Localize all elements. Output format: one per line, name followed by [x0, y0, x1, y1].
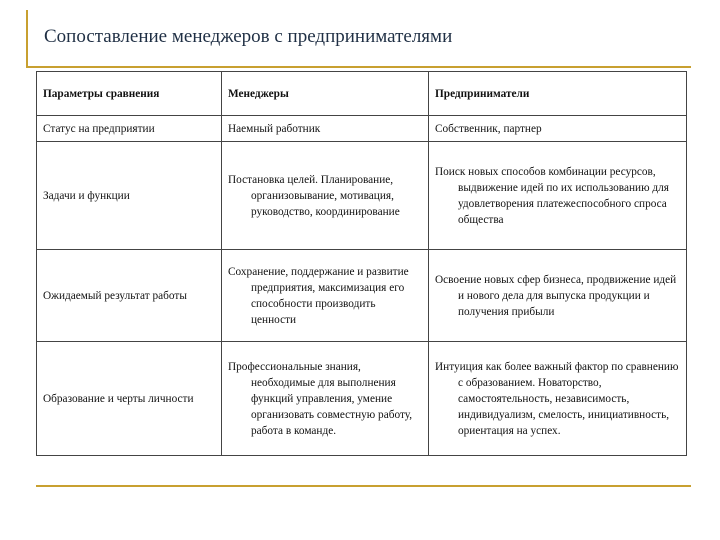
row-parameter-text: Задачи и функции [43, 189, 130, 202]
comparison-table [36, 71, 687, 456]
row-entrepreneurs-text: Освоение новых сфер бизнеса, продвижение идей и нового дела для выпуска продукции и получения прибыли [435, 273, 677, 318]
row-managers-text: Постановка целей. Планирование, организовывание, мотивация, руководство, координирование [228, 173, 400, 218]
row-managers-cell [222, 142, 429, 250]
row-managers-cell [222, 342, 429, 456]
row-managers-text: Сохранение, поддержание и развитие предприятия, максимизация его способности производить ценности [228, 265, 409, 326]
row-managers-cell: Наемный работник [222, 116, 429, 142]
header-entrepreneurs: Предприниматели [429, 72, 687, 116]
row-parameter [37, 250, 222, 342]
row-entrepreneurs-cell [429, 142, 687, 250]
title-underline [26, 66, 691, 68]
table-row [37, 142, 687, 250]
row-parameter-text: Ожидаемый результат работы [43, 289, 187, 302]
row-entrepreneurs-cell [429, 342, 687, 456]
table-header-row [37, 72, 687, 116]
row-entrepreneurs-cell [429, 250, 687, 342]
row-parameter [37, 142, 222, 250]
footer-line [36, 485, 691, 487]
row-entrepreneurs-cell: Собственник, партнер [429, 116, 687, 142]
row-managers-text: Профессиональные знания, необходимые для выполнения функций управления, умение организовать совместную работу, работа в команде. [228, 360, 413, 437]
row-parameter: Статус на предприятии [37, 116, 222, 142]
row-parameter [37, 342, 222, 456]
row-managers-cell [222, 250, 429, 342]
row-parameter-text: Образование и черты личности [43, 392, 194, 405]
header-managers: Менеджеры [222, 72, 429, 116]
slide-title: Сопоставление менеджеров с предпринимателями [44, 26, 453, 47]
row-entrepreneurs-text: Интуиция как более важный фактор по сравнению с образованием. Новаторство, самостоятельность, независимость, индивидуализм, смелость, инициативность, ориентация на успех. [435, 360, 679, 437]
title-accent-vertical-line [26, 10, 28, 66]
table-row [37, 342, 687, 456]
header-parameters: Параметры сравнения [37, 72, 222, 116]
table-row [37, 116, 687, 142]
table-row [37, 250, 687, 342]
row-entrepreneurs-text: Поиск новых способов комбинации ресурсов, выдвижение идей по их использованию для удовлетворения платежеспособного спроса общества [435, 165, 669, 226]
